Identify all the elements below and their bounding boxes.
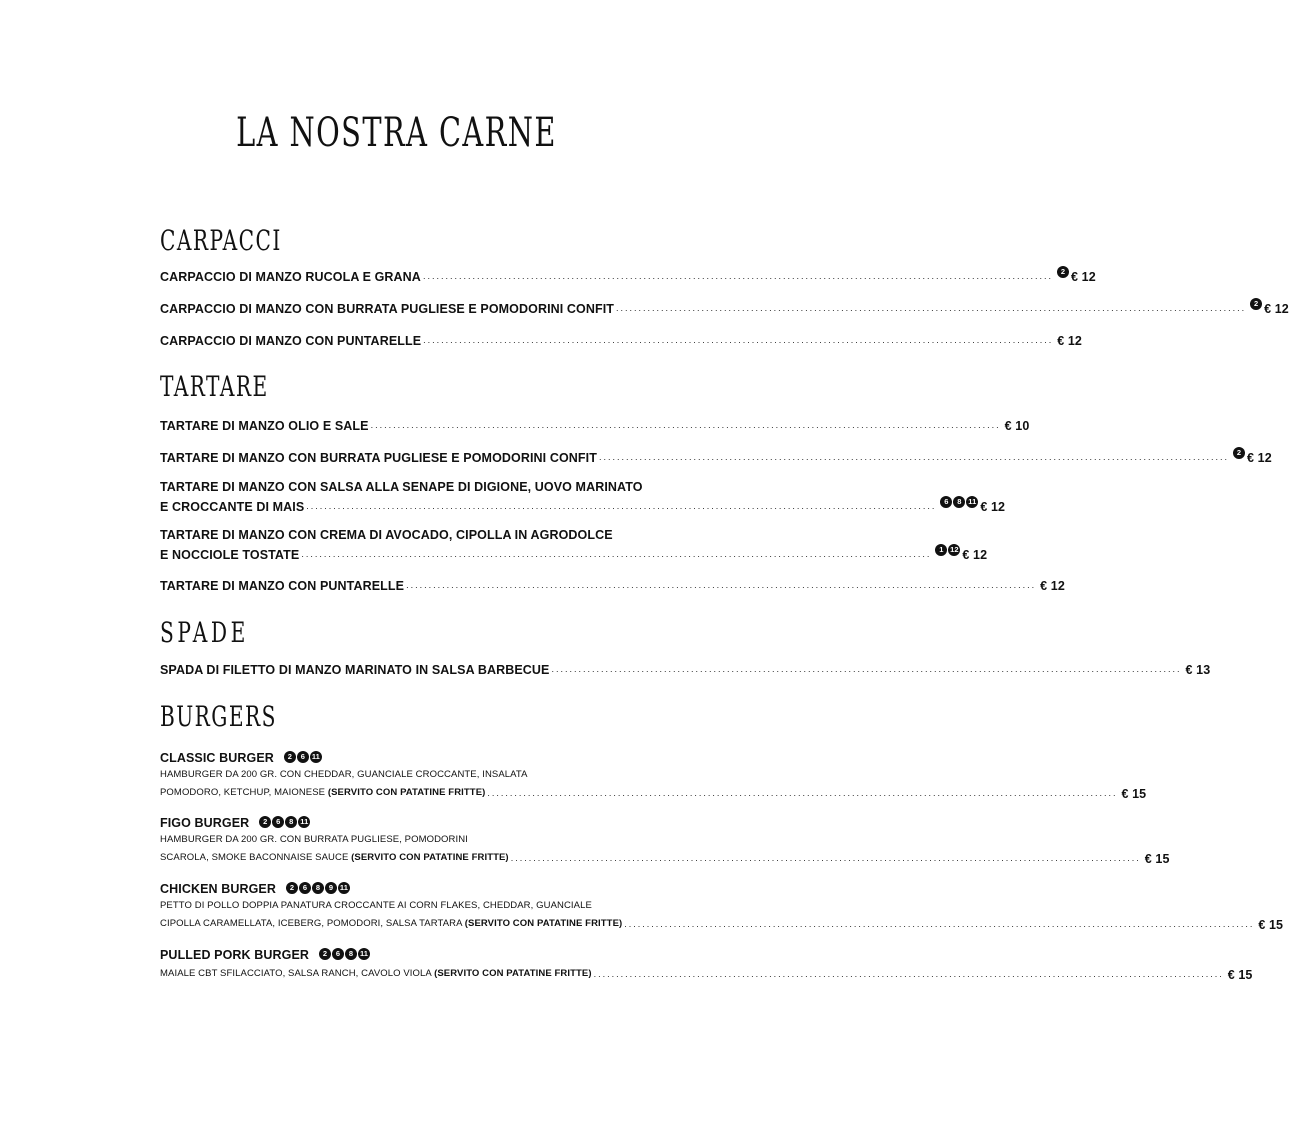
allergen-badge: 11	[359, 949, 369, 959]
item-name: CLASSIC BURGER	[160, 751, 274, 765]
allergen-badge: 2	[319, 948, 331, 960]
item-name: CARPACCIO DI MANZO CON PUNTARELLE	[160, 334, 422, 348]
item-price: € 15	[1227, 968, 1253, 982]
menu-item	[160, 575, 1065, 593]
dot-leader: ............................................................................................................................................	[616, 303, 1247, 313]
allergen-badge: 6	[272, 816, 284, 828]
allergen-badge: 9	[325, 882, 337, 894]
item-price: € 15	[1121, 787, 1147, 801]
allergen-badges	[1250, 298, 1262, 310]
allergen-badges	[1057, 266, 1069, 278]
allergen-badge: 2	[1233, 447, 1245, 459]
allergen-badge: 6	[299, 882, 311, 894]
item-price: € 15	[1258, 918, 1284, 932]
menu-item	[160, 298, 1289, 316]
allergen-badge: 1	[935, 544, 947, 556]
allergen-badge: 8	[285, 816, 297, 828]
item-note: (SERVITO CON PATATINE FRITTE)	[434, 968, 592, 979]
dot-leader: ............................................................................................................................................	[551, 664, 1182, 674]
allergen-badge: 6	[332, 948, 344, 960]
dot-leader: ............................................................................................................................................	[370, 420, 1001, 430]
section-title-burgers: BURGERS	[160, 700, 277, 733]
item-price: € 15	[1144, 852, 1170, 866]
dot-leader: ............................................................................................................................................	[423, 335, 1054, 345]
dot-leader: ............................................................................................................................................	[624, 919, 1255, 929]
item-description: PETTO DI POLLO DOPPIA PANATURA CROCCANTE AI CORN FLAKES, CHEDDAR, GUANCIALE	[160, 900, 592, 911]
item-price: € 12	[1057, 334, 1082, 348]
item-price: € 12	[1264, 302, 1289, 316]
menu-item	[160, 330, 1082, 348]
menu-item	[160, 659, 1211, 677]
allergen-badges	[935, 544, 960, 556]
dot-leader: ............................................................................................................................................	[306, 501, 937, 511]
item-name: TARTARE DI MANZO OLIO E SALE	[160, 419, 369, 433]
dot-leader: ............................................................................................................................................	[487, 788, 1118, 798]
allergen-badges	[284, 751, 322, 763]
page-title: LA NOSTRA CARNE	[236, 110, 557, 156]
dot-leader: ............................................................................................................................................	[422, 271, 1054, 281]
item-name: PULLED PORK BURGER	[160, 948, 310, 962]
allergen-badge: 8	[953, 496, 965, 508]
item-name: E NOCCIOLE TOSTATE	[160, 548, 300, 562]
dot-leader: ............................................................................................................................................	[301, 549, 932, 559]
allergen-badges	[1233, 447, 1245, 459]
dot-leader: ............................................................................................................................................	[510, 853, 1141, 863]
item-description: POMODORO, KETCHUP, MAIONESE	[160, 787, 326, 798]
allergen-badges	[319, 948, 370, 960]
item-name: TARTARE DI MANZO CON PUNTARELLE	[160, 579, 405, 593]
allergen-badge: 11	[311, 752, 320, 762]
allergen-badge: 11	[300, 817, 309, 827]
item-name: FIGO BURGER	[160, 816, 250, 830]
menu-item	[160, 447, 1272, 465]
item-note: (SERVITO CON PATATINE FRITTE)	[464, 918, 623, 929]
allergen-badge: 8	[345, 948, 357, 960]
item-name-line1: TARTARE DI MANZO CON SALSA ALLA SENAPE DI DIGIONE, UOVO MARINATO	[160, 480, 643, 494]
allergen-badge: 2	[284, 751, 296, 763]
allergen-badge: 11	[339, 883, 349, 893]
item-description: HAMBURGER DA 200 GR. CON BURRATA PUGLIESE, POMODORINI	[160, 834, 468, 845]
item-price: € 12	[1071, 270, 1096, 284]
allergen-badge: 11	[968, 497, 977, 507]
menu-item	[160, 880, 1284, 932]
dot-leader: ............................................................................................................................................	[593, 969, 1224, 979]
section-title-tartare: TARTARE	[160, 370, 269, 403]
menu-item	[160, 480, 1006, 514]
allergen-badge: 2	[1057, 266, 1069, 278]
allergen-badges	[259, 816, 310, 828]
item-name-line1: TARTARE DI MANZO CON CREMA DI AVOCADO, CIPOLLA IN AGRODOLCE	[160, 528, 613, 542]
menu-item	[160, 528, 988, 562]
dot-leader: ............................................................................................................................................	[406, 580, 1037, 590]
menu-item	[160, 814, 1170, 866]
item-price: € 10	[1004, 419, 1030, 433]
item-name: SPADA DI FILETTO DI MANZO MARINATO IN SALSA BARBECUE	[160, 663, 550, 677]
menu-item	[160, 415, 1030, 433]
allergen-badge: 2	[1250, 298, 1262, 310]
item-price: € 12	[1040, 579, 1065, 593]
dot-leader: ............................................................................................................................................	[598, 452, 1230, 462]
item-name: TARTARE DI MANZO CON BURRATA PUGLIESE E POMODORINI CONFIT	[160, 451, 597, 465]
item-note: (SERVITO CON PATATINE FRITTE)	[327, 787, 486, 798]
allergen-badge: 6	[297, 751, 309, 763]
item-price: € 13	[1185, 663, 1211, 677]
allergen-badges	[940, 496, 978, 508]
section-title-carpacci: CARPACCI	[160, 224, 282, 257]
allergen-badge: 6	[940, 496, 952, 508]
item-description: SCAROLA, SMOKE BACONNAISE SAUCE	[160, 852, 349, 863]
item-price: € 12	[1247, 451, 1272, 465]
allergen-badges	[286, 882, 350, 894]
item-name: CHICKEN BURGER	[160, 882, 276, 896]
section-title-spade: SPADE	[160, 616, 249, 649]
allergen-badge: 8	[312, 882, 324, 894]
allergen-badge: 12	[950, 545, 959, 555]
item-note: (SERVITO CON PATATINE FRITTE)	[351, 852, 509, 863]
item-description: CIPOLLA CARAMELLATA, ICEBERG, POMODORI, SALSA TARTARA	[160, 918, 462, 929]
menu-item	[160, 266, 1096, 284]
item-name: CARPACCIO DI MANZO CON BURRATA PUGLIESE E POMODORINI CONFIT	[160, 302, 615, 316]
menu-item	[160, 946, 1253, 982]
item-name: E CROCCANTE DI MAIS	[160, 500, 305, 514]
item-price: € 12	[980, 500, 1006, 514]
item-name: CARPACCIO DI MANZO RUCOLA E GRANA	[160, 270, 421, 284]
allergen-badge: 2	[259, 816, 271, 828]
item-description: HAMBURGER DA 200 GR. CON CHEDDAR, GUANCIALE CROCCANTE, INSALATA	[160, 769, 528, 780]
item-price: € 12	[962, 548, 988, 562]
allergen-badge: 2	[286, 882, 298, 894]
menu-item	[160, 749, 1147, 801]
item-description: MAIALE CBT SFILACCIATO, SALSA RANCH, CAVOLO VIOLA	[160, 968, 432, 979]
